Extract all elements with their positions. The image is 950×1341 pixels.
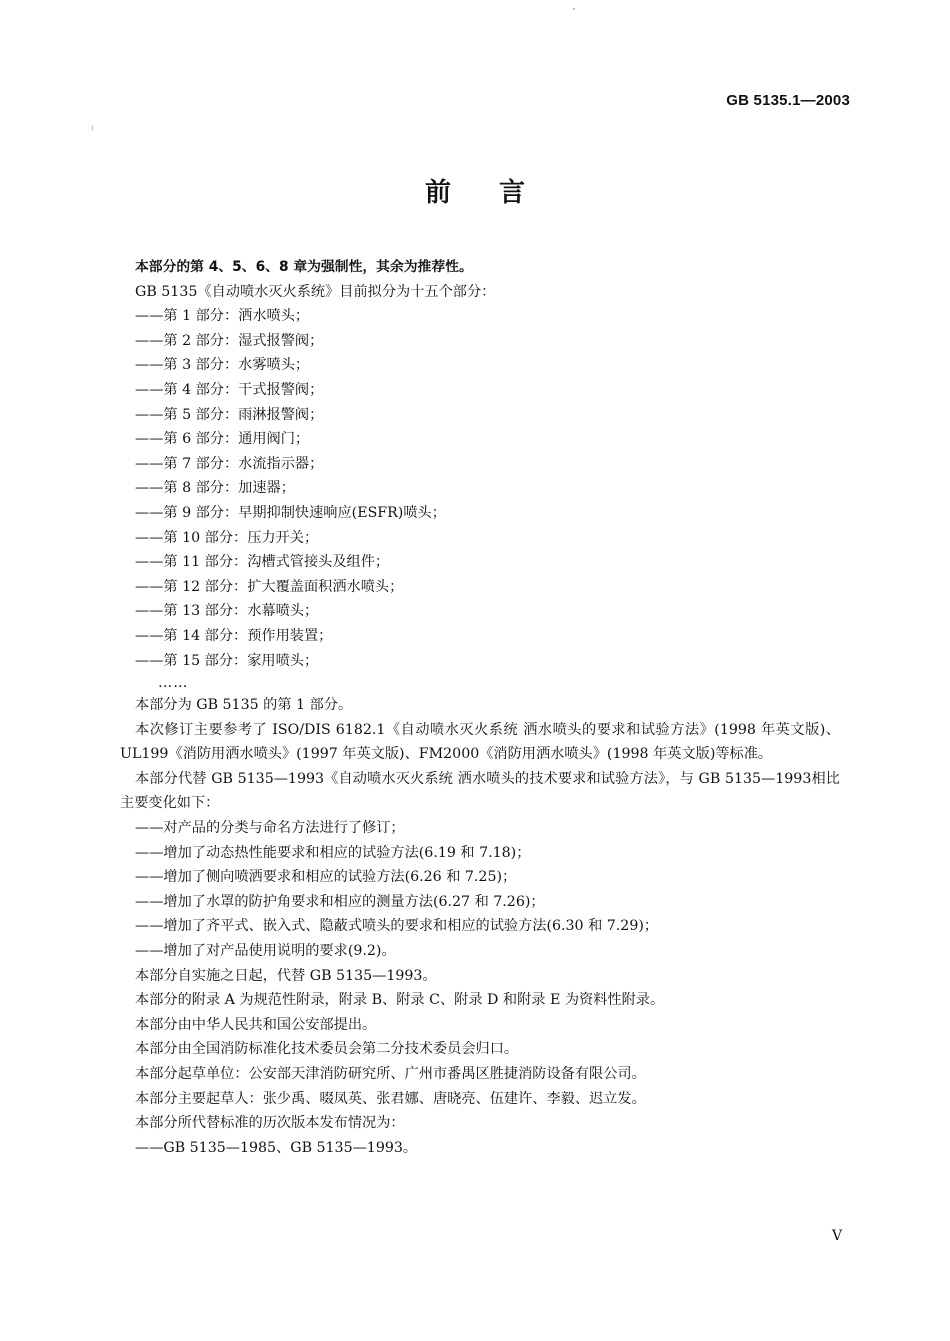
list-item: ——增加了齐平式、嵌入式、隐蔽式喷头的要求和相应的试验方法(6.30 和 7.29)； (135, 918, 659, 935)
proposed-by: 本部分由中华人民共和国公安部提出。 (135, 1016, 377, 1033)
standard-number: GB 5135.1—2003 (726, 92, 850, 109)
list-ellipsis: …… (158, 675, 189, 692)
list-item: ——第 11 部分：沟槽式管接头及组件； (135, 554, 390, 571)
list-item: ——增加了侧向喷洒要求和相应的试验方法(6.26 和 7.25)； (135, 869, 517, 886)
annexes-statement: 本部分的附录 A 为规范性附录，附录 B、附录 C、附录 D 和附录 E 为资料性附录。 (135, 992, 665, 1009)
parts-list (120, 304, 840, 673)
list-item: ——第 1 部分：洒水喷头； (135, 308, 310, 325)
list-item: ——第 15 部分：家用喷头； (135, 652, 319, 669)
effective-statement: 本部分自实施之日起，代替 GB 5135—1993。 (135, 967, 437, 984)
page-title: 前言 (424, 178, 573, 208)
list-item: ——第 12 部分：扩大覆盖面积洒水喷头； (135, 578, 404, 595)
list-item: ——增加了对产品使用说明的要求(9.2)。 (135, 943, 396, 960)
list-item: ——第 5 部分：雨淋报警阀； (135, 406, 324, 423)
list-item: ——第 2 部分：湿式报警阀； (135, 332, 324, 349)
list-item: ——增加了动态热性能要求和相应的试验方法(6.19 和 7.18)； (135, 844, 531, 861)
preface-body (120, 255, 840, 1160)
list-item: ——第 10 部分：压力开关； (135, 529, 319, 546)
list-item: ——第 13 部分：水幕喷头； (135, 603, 319, 620)
history-list: ——GB 5135—1985、GB 5135—1993。 (135, 1139, 418, 1156)
replaces-paragraph: 本部分代替 GB 5135—1993《自动喷水灭火系统 洒水喷头的技术要求和试验方法》，与 GB 5135—1993相比主要变化如下： (120, 770, 840, 812)
list-item: ——第 4 部分：干式报警阀； (135, 381, 324, 398)
drafting-units: 本部分起草单位：公安部天津消防研究所、广州市番禺区胜捷消防设备有限公司。 (135, 1066, 646, 1082)
list-item: ——第 14 部分：预作用装置； (135, 627, 333, 644)
list-item: ——对产品的分类与命名方法进行了修订； (135, 820, 405, 837)
page-number: V (832, 1228, 843, 1244)
changes-list (120, 816, 840, 964)
series-intro: GB 5135《自动喷水灭火系统》目前拟分为十五个部分： (135, 283, 496, 300)
history-intro: 本部分所代替标准的历次版本发布情况为： (135, 1115, 405, 1132)
centralized-by: 本部分由全国消防标准化技术委员会第二分技术委员会归口。 (135, 1041, 519, 1058)
list-item: ——第 6 部分：通用阀门； (135, 431, 310, 448)
list-item: ——增加了水罩的防护角要求和相应的测量方法(6.27 和 7.26)； (135, 893, 545, 910)
list-item: ——第 9 部分：早期抑制快速响应(ESFR)喷头； (135, 504, 446, 521)
drafters: 本部分主要起草人：张少禹、啜凤英、张君娜、唐晓亮、伍建许、李毅、迟立发。 (135, 1090, 646, 1107)
scan-speck (573, 8, 575, 10)
mandatory-note: 本部分的第 4、5、6、8 章为强制性，其余为推荐性。 (135, 259, 473, 275)
list-item: ——第 3 部分：水雾喷头； (135, 357, 310, 374)
references-paragraph: 本次修订主要参考了 ISO/DIS 6182.1《自动喷水灭火系统 洒水喷头的要求和试验方法》(1998 年英文版)、UL199《消防用洒水喷头》(1997 年英文版)、FM2000《消防用洒水喷头》(1998 年英文版)等标准。 (120, 721, 840, 763)
part-of-statement: 本部分为 GB 5135 的第 1 部分。 (135, 697, 353, 714)
scan-speck (92, 126, 93, 130)
list-item: ——第 7 部分：水流指示器； (135, 455, 324, 472)
list-item: ——第 8 部分：加速器； (135, 480, 295, 497)
